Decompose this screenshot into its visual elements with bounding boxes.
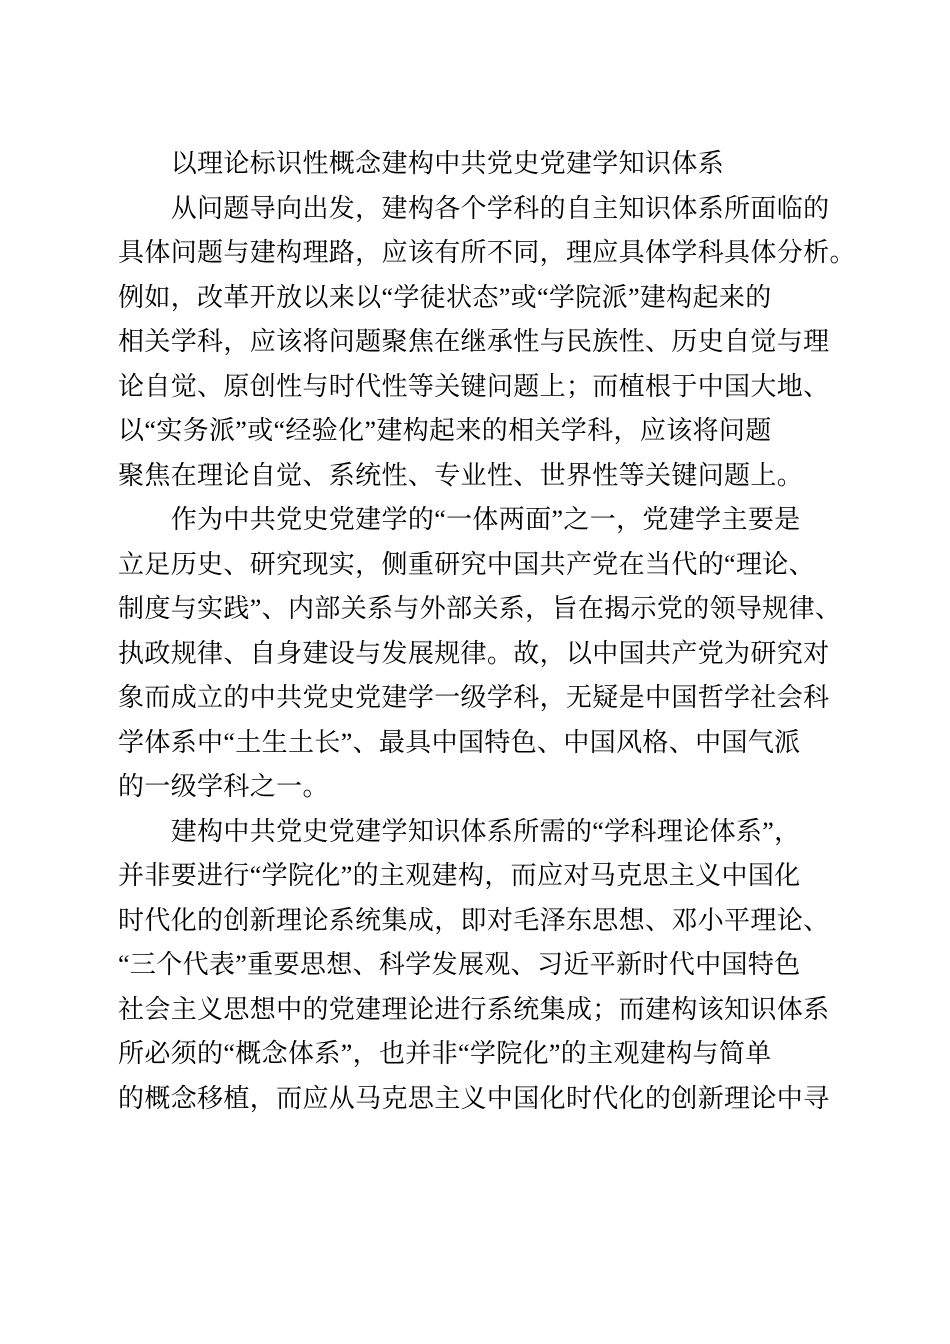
text-line: 论自觉、原创性与时代性等关键问题上；而植根于中国大地、 [118,371,830,401]
text-line: 以“实务派”或“经验化”建构起来的相关学科，应该将问题 [118,416,772,445]
text-line: 所必须的“概念体系”，也并非“学院化”的主观建构与简单 [118,1039,772,1068]
text-line: 的一级学科之一。 [118,772,329,801]
text-line: 作为中共党史党建学的“一体两面”之一，党建学主要是 [170,505,801,534]
document-body [118,142,898,1121]
text-line: 立足历史、研究现实，侧重研究中国共产党在当代的“理论、 [118,549,815,579]
text-line: 例如，改革开放以来以“学徒状态”或“学院派”建构起来的 [118,282,772,312]
text-line: 社会主义思想中的党建理论进行系统集成；而建构该知识体系 [118,994,830,1024]
text-line: 制度与实践”、内部关系与外部关系，旨在揭示党的领导规律、 [118,594,842,623]
text-line: 象而成立的中共党史党建学一级学科，无疑是中国哲学社会科 [118,683,830,712]
text-line: 的概念移植，而应从马克思主义中国化时代化的创新理论中寻 [118,1083,830,1113]
text-line: 具体问题与建构理路，应该有所不同，理应具体学科具体分析。 [118,238,856,267]
text-line: “三个代表”重要思想、科学发展观、习近平新时代中国特色 [118,950,801,979]
text-line: 时代化的创新理论系统集成，即对毛泽东思想、邓小平理论、 [118,905,830,935]
text-line: 聚焦在理论自觉、系统性、专业性、世界性等关键问题上。 [118,460,804,490]
text-line: 相关学科，应该将问题聚焦在继承性与民族性、历史自觉与理 [118,327,830,356]
text-line: 并非要进行“学院化”的主观建构，而应对马克思主义中国化 [118,861,801,890]
text-line: 执政规律、自身建设与发展规律。故，以中国共产党为研究对 [118,638,830,668]
text-line: 学体系中“土生土长”、最具中国特色、中国风格、中国气派 [118,727,801,757]
text-line: 建构中共党史党建学知识体系所需的“学科理论体系”， [170,816,801,846]
text-line: 从问题导向出发，建构各个学科的自主知识体系所面临的 [170,193,830,223]
document-title: 以理论标识性概念建构中共党史党建学知识体系 [170,149,725,178]
